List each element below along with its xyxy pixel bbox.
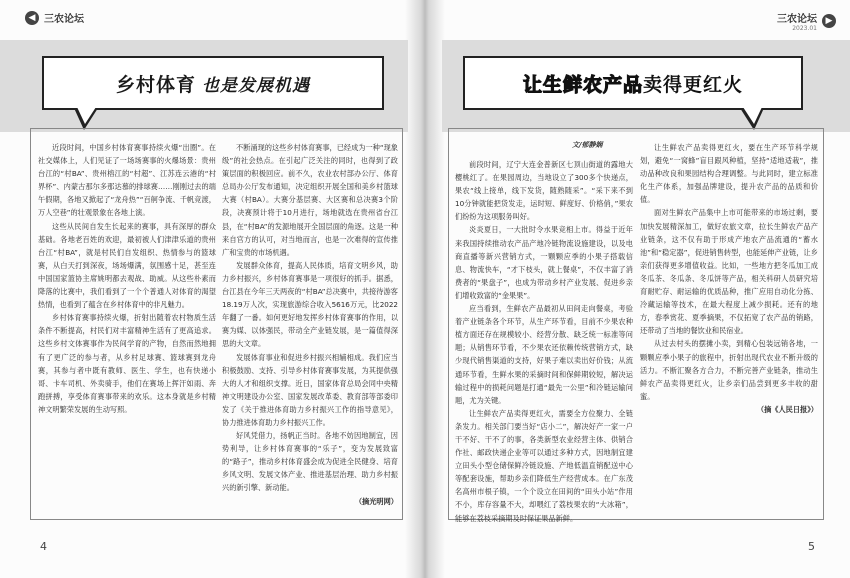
left-running-header [25, 10, 84, 25]
magazine-title: 三农论坛 [44, 14, 84, 25]
right-bubble-tail-fill [743, 107, 762, 124]
left-bubble-tail-fill [77, 107, 96, 124]
article-paragraph: 好风凭借力，扬帆正当时。各地不妨因地制宜，因势利导，让乡村体育赛事的“乐子”，变为发展致富的“路子”，推动乡村体育盛会成为促进全民健身、培育乡风文明、发展文体产业、推进基层治理、助力乡村振兴的新引擎、新动能。 [222, 431, 398, 493]
right-headline-bubble [463, 56, 803, 110]
right-headline-white: 让生鲜农产品 [522, 73, 643, 96]
article-paragraph: 这些从民间自发生长起来的赛事，具有深厚的群众基础。各地老百姓的欢迎，最初被人们津津乐道的贵州台江“村BA”，就是村民们自发组织、热情参与的篮球赛，从白天打到深夜，场场爆满，氛围感十足，甚至连中国国家篮协主席姚明都去观战、助威。从这些朴素而降落的比赛中，我们看到了一个个普通人对体育的渴望热情，也看到了蕴含在乡村体育中的非凡魅力。 [38, 221, 216, 310]
magazine-title: 三农论坛 [777, 14, 817, 25]
article-paragraph: 近段时间，中国乡村体育赛事持续火爆“出圈”。在社交媒体上，人们见证了一场场赛事的火爆场景：贵州台江的“村BA”、贵州榕江的“村超”、江苏连云港的“村界杯”、内蒙古那尔多那达慕的排球赛……刚刚过去的端午假期，各地又掀起了“龙舟热”“百舸争流、千帆竞渡，万人空巷”的壮观景象在各地上演。 [38, 143, 216, 218]
article-paragraph: 前段时间，辽宁大连金普新区七顶山街道的露地大樱桃红了。在果园周边，当地设立了300多个快递点，果农“线上接单，线下发货，随熟随采”。“采下来不到10分钟就能把货发走，运时短、鲜度好、价格俏，”果农们纷纷为这项服务叫好。 [455, 160, 633, 222]
page-number-right: 5 [808, 540, 815, 553]
article-paragraph: 让生鲜农产品卖得更红火，要在生产环节科学规划，避免“一窝蜂”盲目跟风种植，坚持“适地适栽”，推动品种改良和果园结构合理调整。与此同时，建立标准化生产体系，加强品牌建设，提升农产品的品质和价值。 [640, 143, 818, 205]
right-article-column-1 [455, 158, 633, 523]
left-article-column-2 [222, 141, 398, 513]
prev-page-icon[interactable]: ◀ [25, 11, 39, 25]
left-headline [116, 70, 310, 97]
article-paragraph: 应当看到，生鲜农产品最初从田间走向餐桌，考验着产业链条各个环节，从生产环节看，目前不少果农种植方面还存在规模较小、经营分散、缺乏统一标准等问题；从销售环节看，不少果农还依赖传统营销方式，缺少现代销售渠道的支持，好果子难以卖出好价钱；从流通环节看，生鲜水果的采摘时间和保鲜期较短，解决运输过程中的损耗问题是打通“最先一公里”和冷链运输问题，尤为关键。 [455, 304, 633, 405]
right-headline [523, 70, 743, 97]
article-paragraph: 发展群众体育，提高人民体质，培育文明乡风，助力乡村振兴，乡村体育赛事是一项很好的抓手。据悉，台江县在今年三天两夜的“村BA”总决赛中，共接待游客18.19万人次，实现旅游综合收入5616万元，比2022年翻了一番。如何更好地发挥乡村体育赛事的作用，以赛为媒、以体强民，带动全产业链发展，是一篇值得深思的大文章。 [222, 260, 398, 349]
article-source: （摘《人民日报》） [756, 404, 818, 414]
right-headline-dark: 卖得更红火 [643, 73, 744, 96]
left-headline-bubble [42, 56, 384, 110]
right-article-column-2 [640, 141, 818, 513]
article-paragraph: 从过去村头的摆摊小卖，到精心包装远销各地，一颗颗应季小果子的旅程中，折射出现代农业不断升级的活力。不断汇聚各方合力，不断完善产业链条，推动生鲜农产品卖得更红火，让乡亲们品尝到更多丰收的甜蜜。 [640, 339, 818, 401]
article-paragraph: 发展体育事业和促进乡村振兴相辅相成。我们应当积极鼓励、支持、引导乡村体育赛事发展，为其提供强大的人才和组织支撑。近日，国家体育总局会同中央精神文明建设办公室、国家发展改革委、教育部等部委印发了《关于推进体育助力乡村振兴工作的指导意见》，协力推进体育助力乡村振兴工作。 [222, 352, 398, 427]
right-running-header [777, 10, 836, 32]
article-byline: 文/郁静娴 [572, 141, 603, 149]
article-paragraph: 炎炎夏日，一大批时令水果竞相上市。得益于近年来我国持续推动农产品产地冷链物流设施建设，以及电商直播等新兴营销方式，一颗颗应季的小果子搭载信息、物流快车，“才下枝头，就上餐桌”，不仅丰富了消费者的“果盘子”，也成为带动乡村产业发展、促进乡亲们增收致富的“金果果”。 [455, 225, 633, 300]
next-page-icon[interactable]: ▶ [822, 14, 836, 28]
article-paragraph: 让生鲜农产品卖得更红火，需要全方位聚力、全链条发力。相关部门要当好“店小二”，解决好产一家一户干不好、干不了的事，各类新型农业经营主体、供销合作社、邮政快递企业等可以通过多种方式，因地制宜建立田头小型仓储保鲜冷链设施、产地低温直销配送中心等配套设施，帮助乡亲们降低生产经营成本。在广东茂名高州市根子镇，一个个设立在田间的“田头小站”作用不小，库存容量不大，却喂红了荔枝果农的“大冰箱”，能够在荔枝采摘期及时保证果品新鲜。 [455, 408, 633, 523]
article-paragraph: 乡村体育赛事持续火爆，折射出随着农村物质生活条件不断提高，村民们对丰富精神生活有了更高追求。这些乡村文体赛事作为民间学育的产物，自然而然地拥有了更广泛的参与者，从乡村足球赛、篮球赛到龙舟赛，其参与者中既有教师、医生、学生，也有快递小哥、卡车司机、外卖骑手，他们在赛场上挥汗如雨、奔跑拼搏，享受体育赛事带来的欢乐。这本身就是乡村精神文明繁荣发展的生动写照。 [38, 313, 216, 414]
article-paragraph: 不断涌现的这些乡村体育赛事，已经成为一种“现象级”的社会热点。在引起广泛关注的同时，也得到了政策层面的积极回应。前不久，农业农村部办公厅、体育总局办公厅发布通知，决定组织开展全国和美乡村篮球大赛（村BA）。大赛分基层赛、大区赛和总决赛3个阶段，决赛预计将于10月进行，场地就选在贵州省台江县，在“村BA”的发源地展开全国层面的角逐。这是一种来自官方的认可，对当地而言，也是一次难得的宣传推广和宝贵的市场机遇。 [222, 143, 398, 257]
left-article-column-1 [38, 141, 216, 513]
article-source: （摘光明网） [354, 496, 398, 506]
binding-gutter [405, 0, 445, 578]
issue-date: 2023.01 [792, 25, 817, 32]
article-paragraph: 面对生鲜农产品集中上市可能带来的市场过剩，要加快发展精深加工，做好农旅文章，拉长生鲜农产品产业链条，这不仅有助于形成产地农产品流通的“蓄水池”和“稳定器”，促进销售转型，也能延伸产业链，让乡亲们获得更多增值收益。比如，一些地方把冬瓜加工成冬瓜茶、冬瓜条、冬瓜饼等产品，相关科研人员研究培育耐贮存、耐运输的优质品种，推广应用自动化分拣、冷藏运输等技术，在最大程度上减少损耗。还有的地方，春季赏花、夏季摘果，不仅拓宽了农产品的销路，还带动了当地的餐饮业和民宿业。 [640, 208, 818, 336]
left-headline-script: 也是发展机遇 [202, 75, 310, 96]
left-headline-main: 乡村体育 [115, 73, 196, 96]
page-number-left: 4 [40, 540, 47, 553]
